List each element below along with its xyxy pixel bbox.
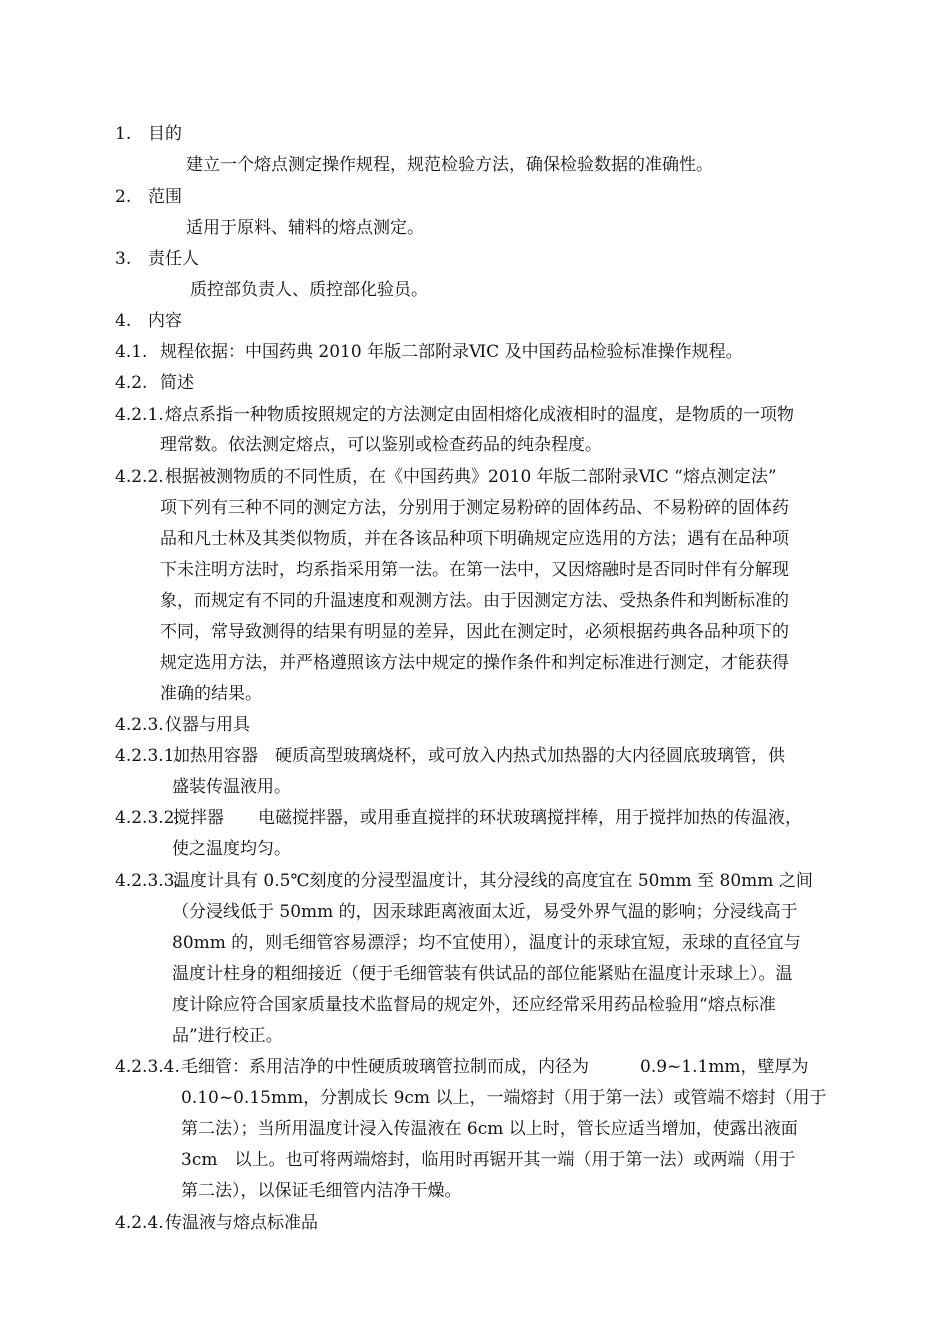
paragraph-line: 第二法）；当所用温度计浸入传温液在 6cm 以上时，管长应适当增加，使露出液面 <box>181 1119 798 1139</box>
paragraph-line: 第二法），以保证毛细管内洁净干燥。 <box>181 1181 462 1201</box>
section-1-body: 建立一个熔点测定操作规程，规范检验方法，确保检验数据的准确性。 <box>186 155 713 175</box>
section-1-number: 1. <box>115 124 132 144</box>
section-4-2-4-title: 传温液与熔点标准品 <box>165 1213 318 1233</box>
paragraph-line: 搅拌器 电磁搅拌器，或用垂直搅拌的环状玻璃搅拌棒，用于搅拌加热的传温液， <box>173 808 802 828</box>
paragraph-line: 象，而规定有不同的升温速度和观测方法。由于因测定方法、受热条件和判断标准的 <box>160 591 789 611</box>
section-4-1-number: 4.1. <box>115 342 148 362</box>
paragraph-line: 盛装传温液用。 <box>172 777 291 797</box>
section-4-2-1-number: 4.2.1. <box>115 405 164 425</box>
paragraph-line: 80mm 的，则毛细管容易漂浮；均不宜使用），温度计的汞球宜短，汞球的直径宜与 <box>172 933 801 953</box>
section-4-number: 4. <box>115 311 132 331</box>
paragraph-line: 理常数。依法测定熔点，可以鉴别或检查药品的纯杂程度。 <box>160 435 602 455</box>
section-1-title: 目的 <box>148 124 182 144</box>
paragraph-line: （分浸线低于 50mm 的，因汞球距离液面太近，易受外界气温的影响；分浸线高于 <box>172 902 798 922</box>
section-2-title: 范围 <box>148 187 182 207</box>
section-4-2-2-number: 4.2.2. <box>115 467 164 487</box>
section-4-2-4-number: 4.2.4. <box>115 1213 164 1233</box>
section-4-2-3-1-number: 4.2.3.1. <box>115 746 180 766</box>
paragraph-line: 品”进行校正。 <box>172 1026 283 1046</box>
paragraph-line: 0.10~0.15mm，分割成长 9cm 以上，一端熔封（用于第一法）或管端不熔封（用于 <box>181 1088 827 1108</box>
paragraph-line: 准确的结果。 <box>160 684 262 704</box>
section-4-2-3-2-number: 4.2.3.2. <box>115 808 180 828</box>
section-4-2-3-number: 4.2.3. <box>115 715 164 735</box>
paragraph-line: 根据被测物质的不同性质，在《中国药典》2010 年版二部附录ⅥC “熔点测定法” <box>165 467 777 487</box>
section-4-2-3-title: 仪器与用具 <box>165 715 250 735</box>
paragraph-line: 3cm 以上。也可将两端熔封，临用时再锯开其一端（用于第一法）或两端（用于 <box>181 1150 796 1170</box>
paragraph-line: 品和凡士林及其类似物质，并在各该品种项下明确规定应选用的方法；遇有在品种项 <box>160 529 789 549</box>
paragraph-line: 温度计柱身的粗细接近（便于毛细管装有供试品的部位能紧贴在温度计汞球上）。温 <box>172 964 793 984</box>
section-4-2-3-3-number: 4.2.3.3. <box>115 871 180 891</box>
section-4-1-text: 规程依据：中国药典 2010 年版二部附录ⅥC 及中国药品检验标准操作规程。 <box>160 342 743 362</box>
paragraph-line: 加热用容器 硬质高型玻璃烧杯，或可放入内热式加热器的大内径圆底玻璃管，供 <box>173 746 785 766</box>
section-3-body: 质控部负责人、质控部化验员。 <box>190 280 428 300</box>
section-4-2-text: 简述 <box>160 373 194 393</box>
section-2-number: 2. <box>115 187 132 207</box>
paragraph-line: 温度计具有 0.5℃刻度的分浸型温度计，其分浸线的高度宜在 50mm 至 80mm 之间 <box>173 871 813 891</box>
paragraph-line: 度计除应符合国家质量技术监督局的规定外，还应经常采用药品检验用“熔点标准 <box>172 995 776 1015</box>
paragraph-line: 规定选用方法，并严格遵照该方法中规定的操作条件和判定标准进行测定，才能获得 <box>160 653 789 673</box>
paragraph-line: 使之温度均匀。 <box>172 839 291 859</box>
section-4-title: 内容 <box>148 311 182 331</box>
section-3-title: 责任人 <box>148 249 199 269</box>
paragraph-line: 不同，常导致测得的结果有明显的差异，因此在测定时，必须根据药典各品种项下的 <box>160 622 789 642</box>
section-4-2-number: 4.2. <box>115 373 148 393</box>
paragraph-line: 项下列有三种不同的测定方法，分别用于测定易粉碎的固体药品、不易粉碎的固体药 <box>160 498 789 518</box>
paragraph-line: 毛细管：系用洁净的中性硬质玻璃管拉制而成，内径为 0.9~1.1mm，壁厚为 <box>181 1057 809 1077</box>
paragraph-line: 下未注明方法时，均系指采用第一法。在第一法中，又因熔融时是否同时伴有分解现 <box>160 560 789 580</box>
paragraph-line: 熔点系指一种物质按照规定的方法测定由固相熔化成液相时的温度，是物质的一项物 <box>165 405 794 425</box>
section-4-2-3-4-number: 4.2.3.4. <box>115 1057 180 1077</box>
section-3-number: 3. <box>115 249 132 269</box>
section-2-body: 适用于原料、辅料的熔点测定。 <box>186 218 424 238</box>
